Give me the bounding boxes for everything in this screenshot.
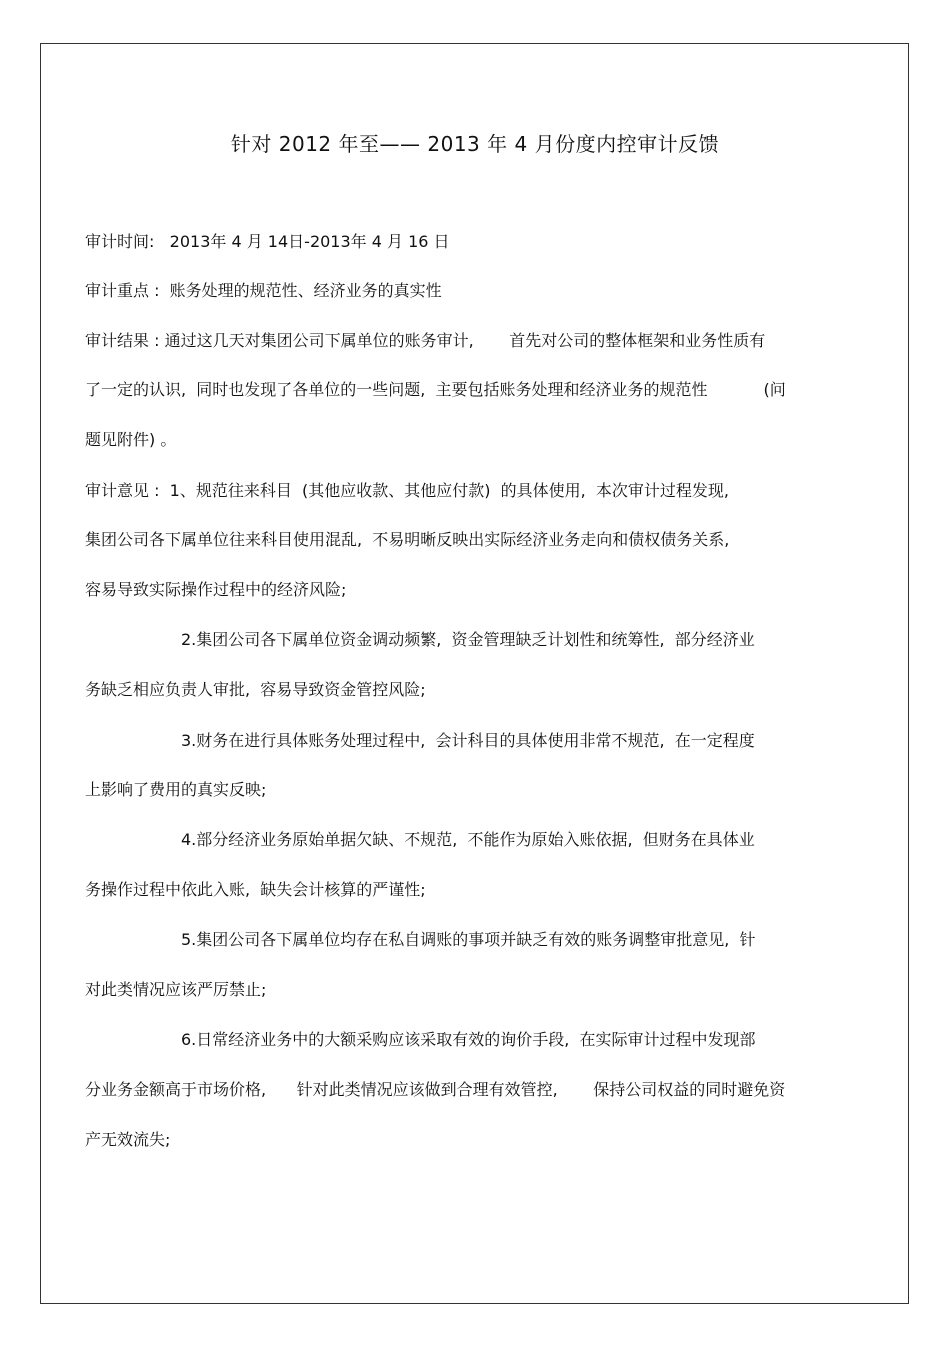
opinion-5-line-1: 5.集团公司各下属单位均存在私自调账的事项并缺乏有效的账务调整审批意见, 针 <box>181 930 756 949</box>
opinion-1-line-1: 审计意见 : 1、规范往来科目 (其他应收款、其他应付款) 的具体使用, 本次审计过程发现, <box>85 481 730 500</box>
audit-time-line: 审计时间: 2013年 4 月 14日-2013年 4 月 16 日 <box>85 232 450 251</box>
opinion-4-line-2: 务操作过程中依此入账, 缺失会计核算的严谨性; <box>85 880 426 899</box>
opinion-6-line-2: 分业务金额高于市场价格, 针对此类情况应该做到合理有效管控, 保持公司权益的同时避免资 <box>85 1080 786 1099</box>
opinion-1-line-3: 容易导致实际操作过程中的经济风险; <box>85 580 347 599</box>
opinion-3-line-1: 3.财务在进行具体账务处理过程中, 会计科目的具体使用非常不规范, 在一定程度 <box>181 731 755 750</box>
document-title: 针对 2012 年至—— 2013 年 4 月份度内控审计反馈 <box>230 132 720 156</box>
opinion-3-line-2: 上影响了费用的真实反映; <box>85 780 267 799</box>
opinion-6-line-3: 产无效流失; <box>85 1130 171 1149</box>
opinion-6-line-1: 6.日常经济业务中的大额采购应该采取有效的询价手段, 在实际审计过程中发现部 <box>181 1030 756 1049</box>
audit-result-line-1: 审计结果 : 通过这几天对集团公司下属单位的账务审计, 首先对公司的整体框架和业务性质有 <box>85 331 766 350</box>
opinion-2-line-2: 务缺乏相应负责人审批, 容易导致资金管控风险; <box>85 680 426 699</box>
audit-focus-line: 审计重点 : 账务处理的规范性、经济业务的真实性 <box>85 281 442 300</box>
audit-result-line-2: 了一定的认识, 同时也发现了各单位的一些问题, 主要包括账务处理和经济业务的规范性 (问 <box>85 380 786 399</box>
audit-result-line-3: 题见附件) 。 <box>85 430 177 449</box>
opinion-1-line-2: 集团公司各下属单位往来科目使用混乱, 不易明晰反映出实际经济业务走向和债权债务关系, <box>85 530 730 549</box>
opinion-5-line-2: 对此类情况应该严厉禁止; <box>85 980 267 999</box>
opinion-2-line-1: 2.集团公司各下属单位资金调动频繁, 资金管理缺乏计划性和统筹性, 部分经济业 <box>181 630 755 649</box>
opinion-4-line-1: 4.部分经济业务原始单据欠缺、不规范, 不能作为原始入账依据, 但财务在具体业 <box>181 830 755 849</box>
